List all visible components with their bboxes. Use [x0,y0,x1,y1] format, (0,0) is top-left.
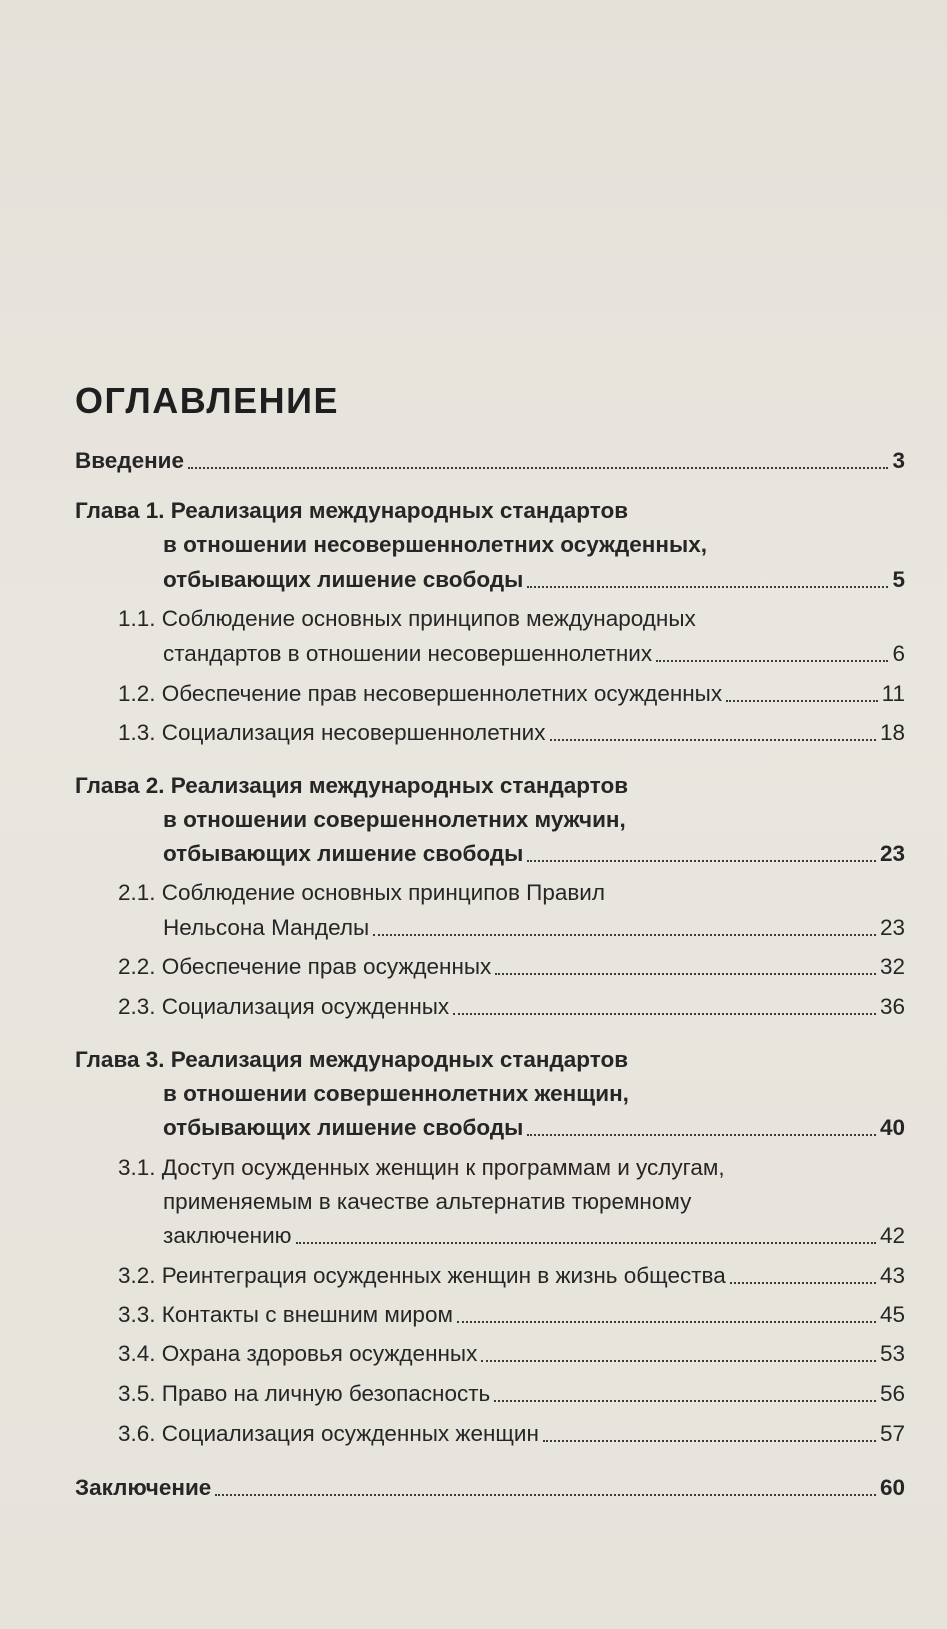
chapter-title-line-1: Реализация международных стандартов [170,498,629,523]
dot-leader [457,1321,876,1323]
dot-leader [495,973,876,975]
section-title-line-3-row [163,1219,905,1253]
section-title: Обеспечение прав осужденных [161,954,492,979]
chapter-prefix: Глава 2. [75,773,165,798]
section-title-line-2: Нельсона Манделы [163,915,370,940]
page-number: 57 [879,1421,905,1446]
page-number: 18 [879,720,905,745]
toc-title: ОГЛАВЛЕНИЕ [75,380,340,421]
entry-label: Введение [75,448,185,473]
page-number: 5 [892,567,905,592]
toc-entry-section-3-1[interactable] [118,1151,725,1185]
dot-leader [527,860,876,862]
section-number: 3.4. [118,1341,156,1366]
dot-leader [550,739,876,741]
section-number: 3.2. [118,1263,156,1288]
page-number: 23 [879,915,905,940]
section-title: Охрана здоровья осужденных [161,1341,478,1366]
dot-leader [543,1440,876,1442]
dot-leader [726,700,878,702]
toc-entry-conclusion[interactable] [75,1471,905,1505]
toc-entry-section-2-2[interactable] [118,950,905,984]
page-number: 42 [879,1223,905,1248]
toc-entry-section-2-3[interactable] [118,990,905,1024]
page-number: 40 [879,1115,905,1140]
toc-entry-section-3-4[interactable] [118,1337,905,1371]
section-title: Реинтеграция осужденных женщин в жизнь общества [161,1263,726,1288]
entry-label: Заключение [75,1475,212,1500]
section-title: Социализация осужденных [161,994,450,1019]
section-title-line-1: Соблюдение основных принципов Правил [161,880,605,905]
dot-leader [730,1282,876,1284]
chapter-title-line-2: в отношении совершеннолетних женщин, [163,1081,629,1106]
toc-entry-chapter-2[interactable] [75,769,628,803]
chapter-title-line-1: Реализация международных стандартов [170,1047,629,1072]
section-number: 3.5. [118,1381,156,1406]
section-title: Право на личную безопасность [161,1381,491,1406]
section-number: 2.2. [118,954,156,979]
toc-entry-section-3-6[interactable] [118,1417,905,1451]
dot-leader [188,467,888,469]
toc-entry-section-1-2[interactable] [118,677,905,711]
bleed-through-text [80,90,910,194]
page-number: 36 [879,994,905,1019]
toc-entry-section-3-3[interactable] [118,1298,905,1332]
section-title: Социализация осужденных женщин [161,1421,539,1446]
section-number: 2.1. [118,880,156,905]
section-title-line-3: заключению [163,1223,292,1248]
chapter-title-line-2: в отношении несовершеннолетних осужденных, [163,532,707,557]
section-number: 3.1. [118,1155,156,1180]
section-title: Обеспечение прав несовершеннолетних осужденных [161,681,723,706]
toc-entry-chapter-1[interactable] [75,494,628,528]
section-title: Социализация несовершеннолетних [161,720,546,745]
chapter-prefix: Глава 1. [75,498,165,523]
section-title-line-1: Соблюдение основных принципов международных [161,606,696,631]
section-title: Контакты с внешним миром [161,1302,453,1327]
dot-leader [296,1242,876,1244]
chapter-prefix: Глава 3. [75,1047,165,1072]
section-title-line-1: Доступ осужденных женщин к программам и услугам, [161,1155,725,1180]
page-number: 11 [881,681,905,706]
dot-leader [215,1494,876,1496]
page-number: 6 [892,641,905,666]
chapter-title-line-2: в отношении совершеннолетних мужчин, [163,807,626,832]
section-title-line-2: стандартов в отношении несовершеннолетних [163,641,653,666]
section-number: 1.1. [118,606,156,631]
toc-entry-section-1-1[interactable] [118,602,696,636]
section-title-line-2-row [163,637,905,671]
section-title-line-2-row [163,911,905,945]
page-number: 60 [879,1475,905,1500]
toc-entry-section-2-1[interactable] [118,876,605,910]
page-number: 53 [879,1341,905,1366]
section-number: 3.3. [118,1302,156,1327]
toc-entry-section-3-5[interactable] [118,1377,905,1411]
toc-entry-section-1-3[interactable] [118,716,905,750]
chapter-title-line-3: отбывающих лишение свободы [163,1115,524,1140]
section-number: 3.6. [118,1421,156,1446]
dot-leader [373,934,876,936]
page-number: 56 [879,1381,905,1406]
section-number: 2.3. [118,994,156,1019]
dot-leader [494,1400,876,1402]
chapter-title-line-1: Реализация международных стандартов [170,773,629,798]
page-number: 43 [879,1263,905,1288]
section-number: 1.2. [118,681,156,706]
page-number: 3 [892,448,905,473]
chapter-title-line-3-row [163,1111,905,1145]
page-number: 45 [879,1302,905,1327]
dot-leader [656,660,888,662]
toc-entry-introduction[interactable] [75,444,905,478]
dot-leader [527,1134,876,1136]
page-number: 23 [879,841,905,866]
section-number: 1.3. [118,720,156,745]
dot-leader [453,1013,876,1015]
toc-entry-chapter-3[interactable] [75,1043,628,1077]
chapter-title-line-3: отбывающих лишение свободы [163,841,524,866]
dot-leader [527,586,888,588]
section-title-line-2: применяемым в качестве альтернатив тюремному [163,1189,692,1214]
page-number: 32 [879,954,905,979]
toc-entry-section-3-2[interactable] [118,1259,905,1293]
chapter-title-line-3: отбывающих лишение свободы [163,567,524,592]
chapter-title-line-3-row [163,837,905,871]
dot-leader [481,1360,876,1362]
chapter-title-line-3-row [163,563,905,597]
